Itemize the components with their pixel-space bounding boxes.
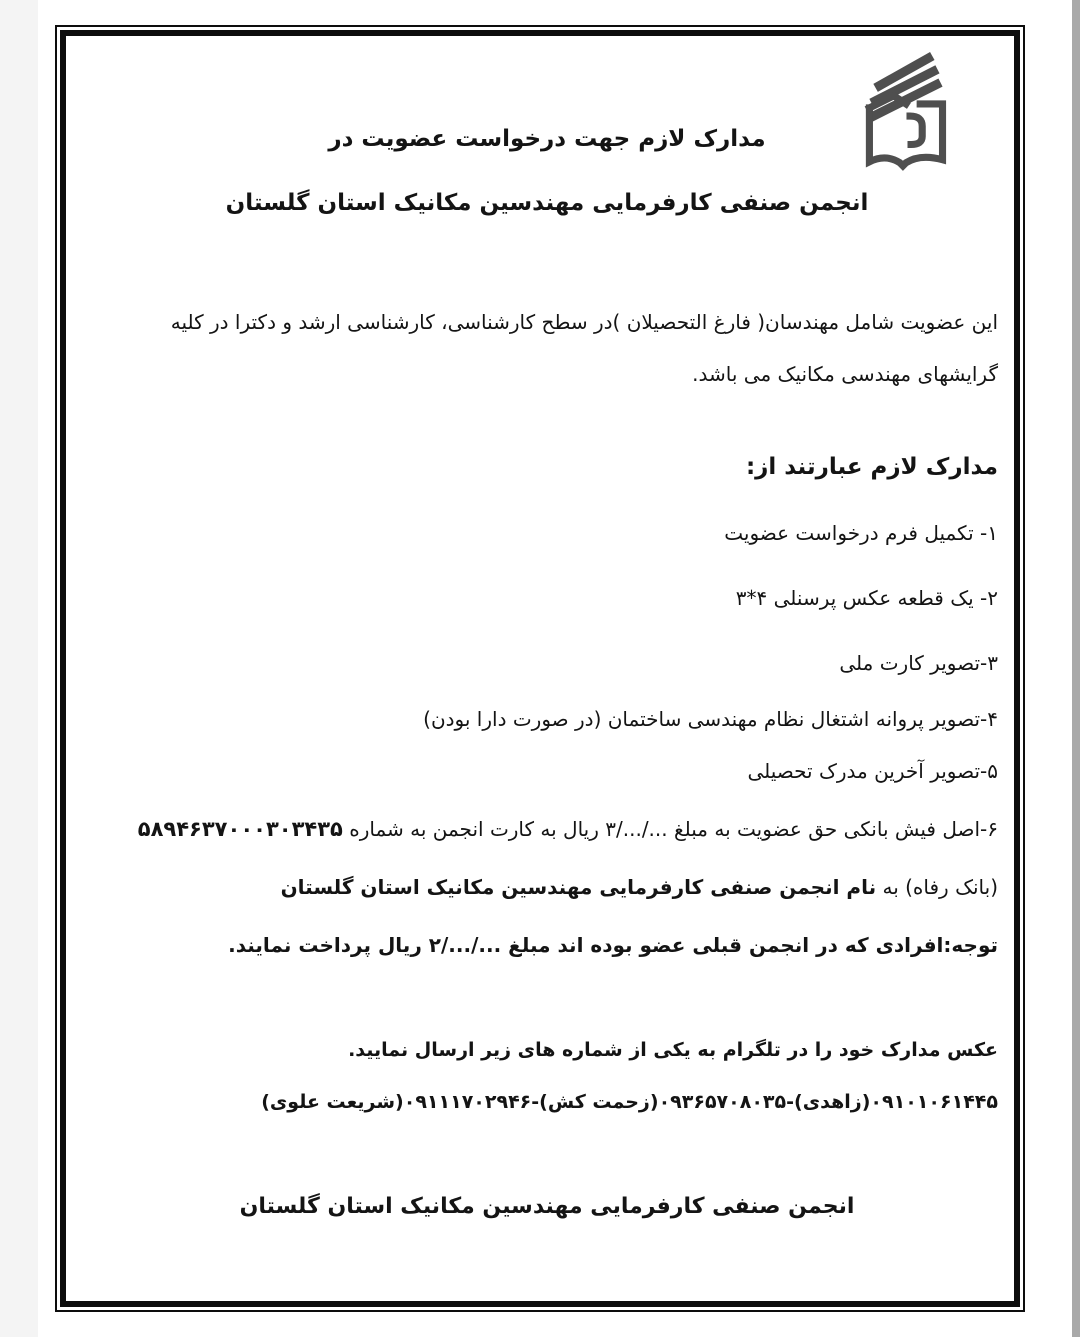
document-title-line2: انجمن صنفی کارفرمایی مهندسین مکانیک استان گلستان [225,190,869,216]
scan-edge-left-strip [0,0,38,1337]
requirement-item-4: ۴-تصویر پروانه اشتغال نظام مهندسی ساختمان (در صورت دارا بودن) [423,707,998,731]
requirements-heading: مدارک لازم عبارتند از: [745,454,998,480]
document-border-frame [55,25,1025,1312]
bank-card-number: ۵۸۹۴۶۳۷۰۰۰۳۰۳۴۳۵ [137,817,343,841]
open-book-logo-icon [846,45,970,177]
intro-paragraph: این عضویت شامل مهندسان( فارغ التحصیلان )در سطح کارشناسی، کارشناسی ارشد و دکترا در کلیه گرایشهای مهندسی مکانیک می باشد. [170,310,998,386]
requirement-item-5: ۵-تصویر آخرین مدرک تحصیلی [747,759,998,783]
item6-prefix-text: ۶-اصل فیش بانکی حق عضویت به مبلغ [667,817,998,841]
scan-edge-right-strip [1072,0,1080,1337]
association-logo [846,45,970,177]
footer-association-name: انجمن صنفی کارفرمایی مهندسین مکانیک استان گلستان [239,1194,855,1219]
membership-fee-amount: ۳/.../... [605,817,668,841]
telegram-instruction: عکس مدارک خود را در تلگرام به یکی از شماره های زیر ارسال نمایید. [348,1039,998,1061]
requirement-item-2: ۲- یک قطعه عکس پرسنلی ۴*۳ [735,586,998,610]
contact-phone-numbers: ۰۹۱۰۱۰۶۱۴۴۵(زاهدی)-۰۹۳۶۵۷۰۸۰۳۵(زحمت کش)-۰۹۱۱۱۷۰۲۹۴۶(شریعت علوی) [261,1091,998,1113]
bank-account-name-line [96,870,998,904]
document-title-line1: مدارک لازم جهت درخواست عضویت در [328,126,766,152]
requirement-item-1: ۱- تکمیل فرم درخواست عضویت [724,521,998,545]
note-prefix-text: توجه:افرادی که در انجمن قبلی عضو بوده اند مبلغ [501,933,998,957]
previous-members-note [96,928,998,962]
association-account-name: نام انجمن صنفی کارفرمایی مهندسین مکانیک استان گلستان [280,875,877,899]
bank-name-text: (بانک رفاه) به [876,875,998,899]
requirement-item-6-bank-slip [96,812,998,846]
note-suffix-text: ریال پرداخت نمایند. [228,933,429,957]
renewal-fee-amount: ۲/.../... [428,933,502,957]
document-content-area [60,30,1020,1307]
requirement-item-3: ۳-تصویر کارت ملی [839,651,998,675]
item6-middle-text: ریال به کارت انجمن به شماره [342,817,606,841]
